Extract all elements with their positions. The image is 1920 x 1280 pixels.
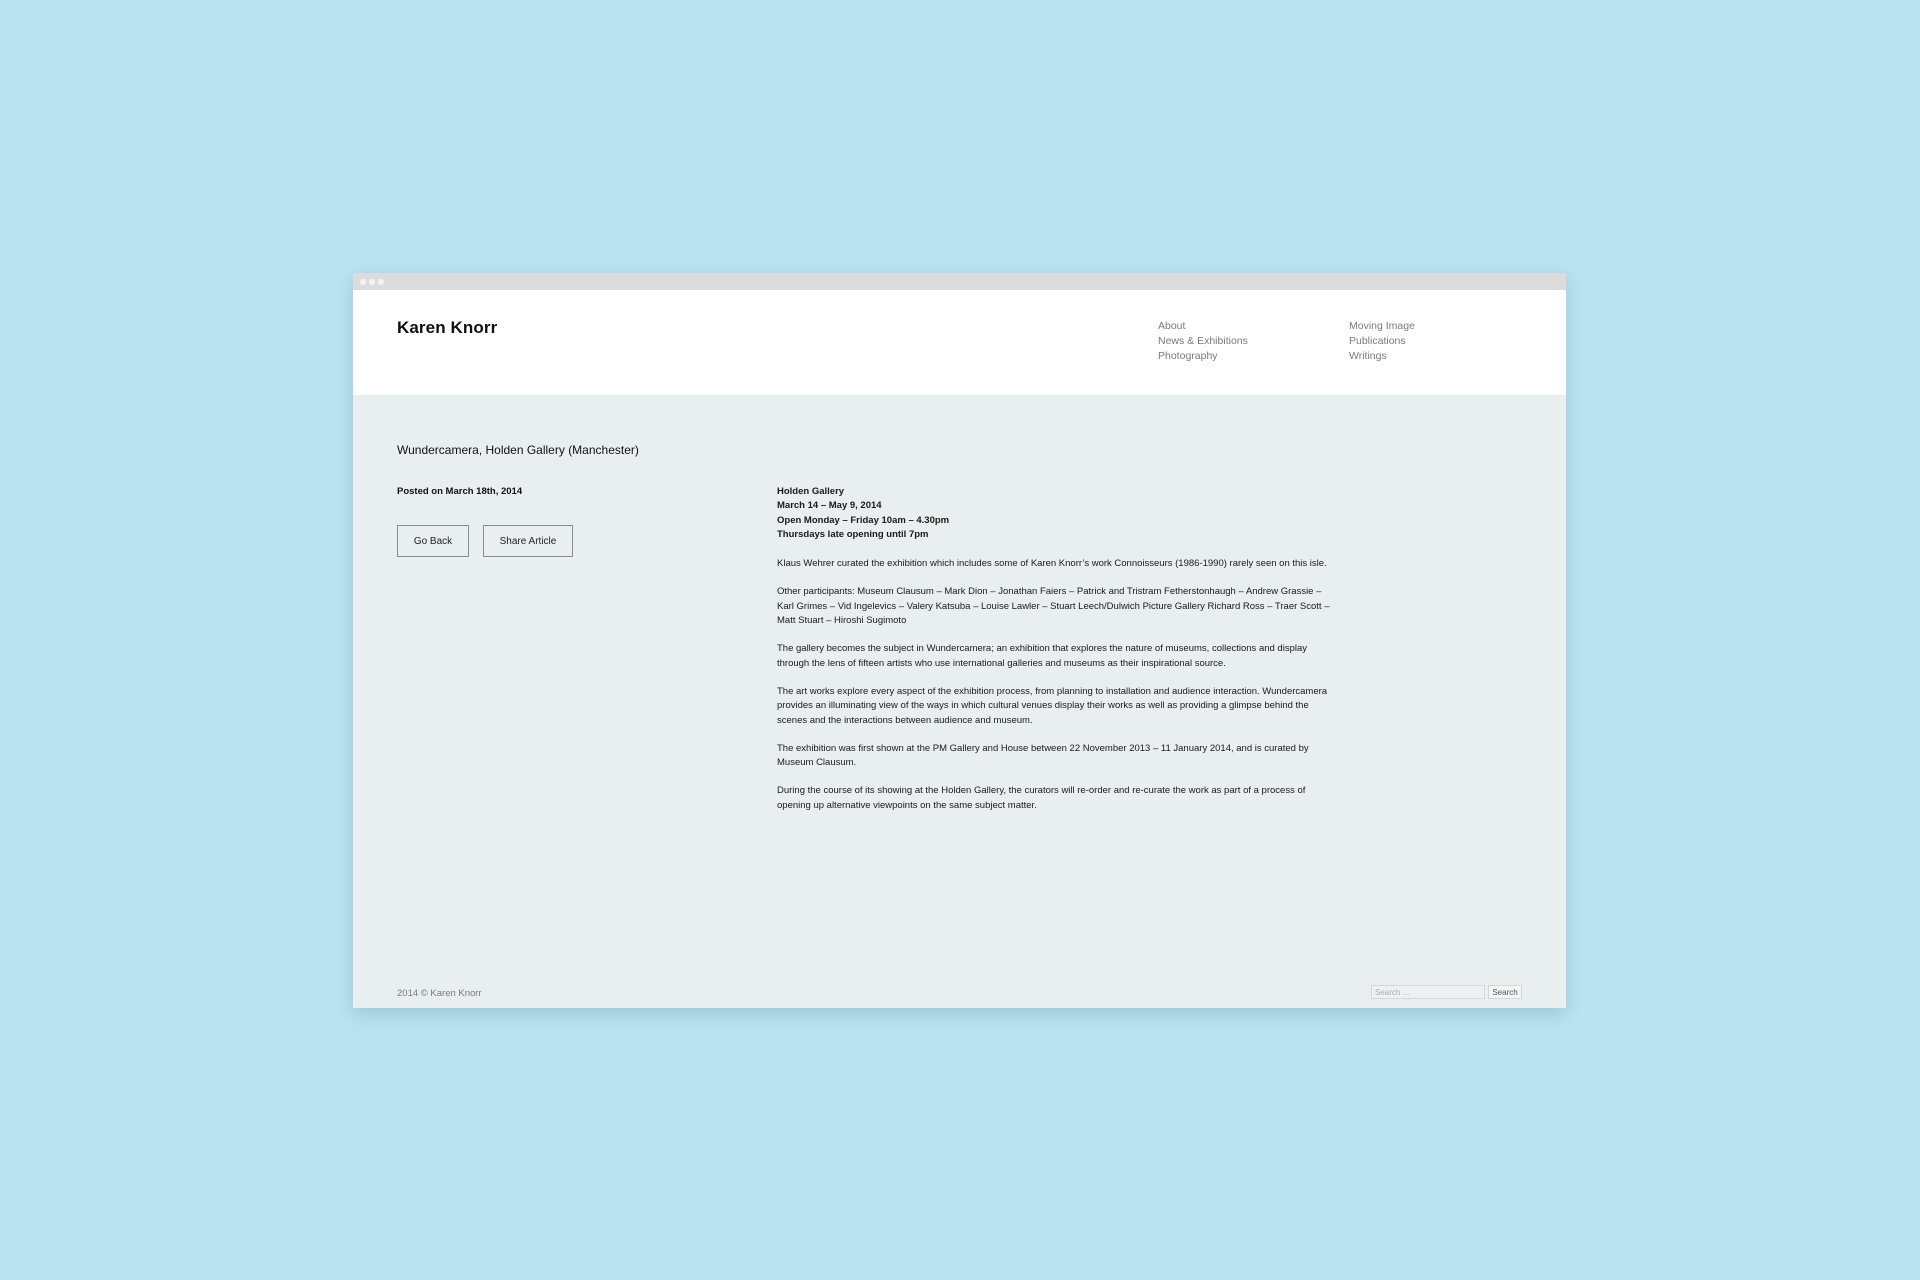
article-paragraph: The exhibition was first shown at the PM Gallery and House between 22 November 2013 – 11 January 2014, and is curated by Museum Clausum. xyxy=(777,742,1309,769)
nav-item-writings[interactable]: Writings xyxy=(1349,350,1387,362)
article-paragraph: Other participants: Museum Clausum – Mark Dion – Jonathan Faiers – Patrick and Tristram Fetherstonhaugh – Andrew Grassie – Karl Grimes – Vid Ingelevics – Valery Katsuba – Louise Lawler – Stuart Leech/Dulwich Picture Gallery Richard Ross – Traer Scott – Matt Stuart – Hiroshi Sugimoto xyxy=(777,586,1330,627)
article-paragraph: The gallery becomes the subject in Wundercamera; an exhibition that explores the nature of museums, collections and display through the lens of fifteen artists who use international galleries and museums as their inspirational source. xyxy=(777,643,1308,669)
site-header xyxy=(353,290,1566,395)
nav-item-news-exhibitions[interactable]: News & Exhibitions xyxy=(1158,335,1248,347)
go-back-button[interactable]: Go Back xyxy=(397,525,469,557)
search-input[interactable] xyxy=(1371,985,1485,999)
event-venue: Holden Gallery xyxy=(777,486,845,497)
share-article-button[interactable]: Share Article xyxy=(483,525,573,557)
article-paragraph: During the course of its showing at the Holden Gallery, the curators will re-order and re-curate the work as part of a process of opening up alternative viewpoints on the same subject matter. xyxy=(777,785,1306,811)
event-late-opening: Thursdays late opening until 7pm xyxy=(777,528,929,540)
post-title: Wundercamera, Holden Gallery (Manchester) xyxy=(397,443,639,457)
nav-item-publications[interactable]: Publications xyxy=(1349,335,1406,347)
nav-item-about[interactable]: About xyxy=(1158,320,1186,332)
nav-item-photography[interactable]: Photography xyxy=(1158,350,1218,362)
search-button[interactable]: Search xyxy=(1488,985,1522,999)
primary-nav-left xyxy=(1158,319,1248,364)
window-dot-icon[interactable] xyxy=(378,279,384,285)
window-dot-icon[interactable] xyxy=(369,279,375,285)
article-body xyxy=(777,485,1337,827)
article-paragraph: The art works explore every aspect of the exhibition process, from planning to installation and audience interaction. Wundercamera provides an illuminating view of the ways in which cultural venues display their works as well as providing a glimpse behind the scenes and the interactions between audience and museum. xyxy=(777,685,1328,726)
footer-copyright: 2014 © Karen Knorr xyxy=(397,988,482,999)
nav-item-moving-image[interactable]: Moving Image xyxy=(1349,320,1415,332)
post-date: Posted on March 18th, 2014 xyxy=(397,486,523,497)
event-dates: March 14 – May 9, 2014 xyxy=(777,500,882,512)
event-hours: Open Monday – Friday 10am – 4.30pm xyxy=(777,514,950,526)
browser-window xyxy=(353,273,1566,1008)
window-dot-icon[interactable] xyxy=(360,279,366,285)
primary-nav-right xyxy=(1349,319,1415,364)
browser-chrome-bar xyxy=(353,273,1566,290)
event-info xyxy=(777,485,1337,542)
article-paragraph: Klaus Wehrer curated the exhibition which includes some of Karen Knorr’s work Connoisseurs (1986-1990) rarely seen on this isle. xyxy=(777,558,1327,570)
site-title[interactable]: Karen Knorr xyxy=(397,318,498,337)
